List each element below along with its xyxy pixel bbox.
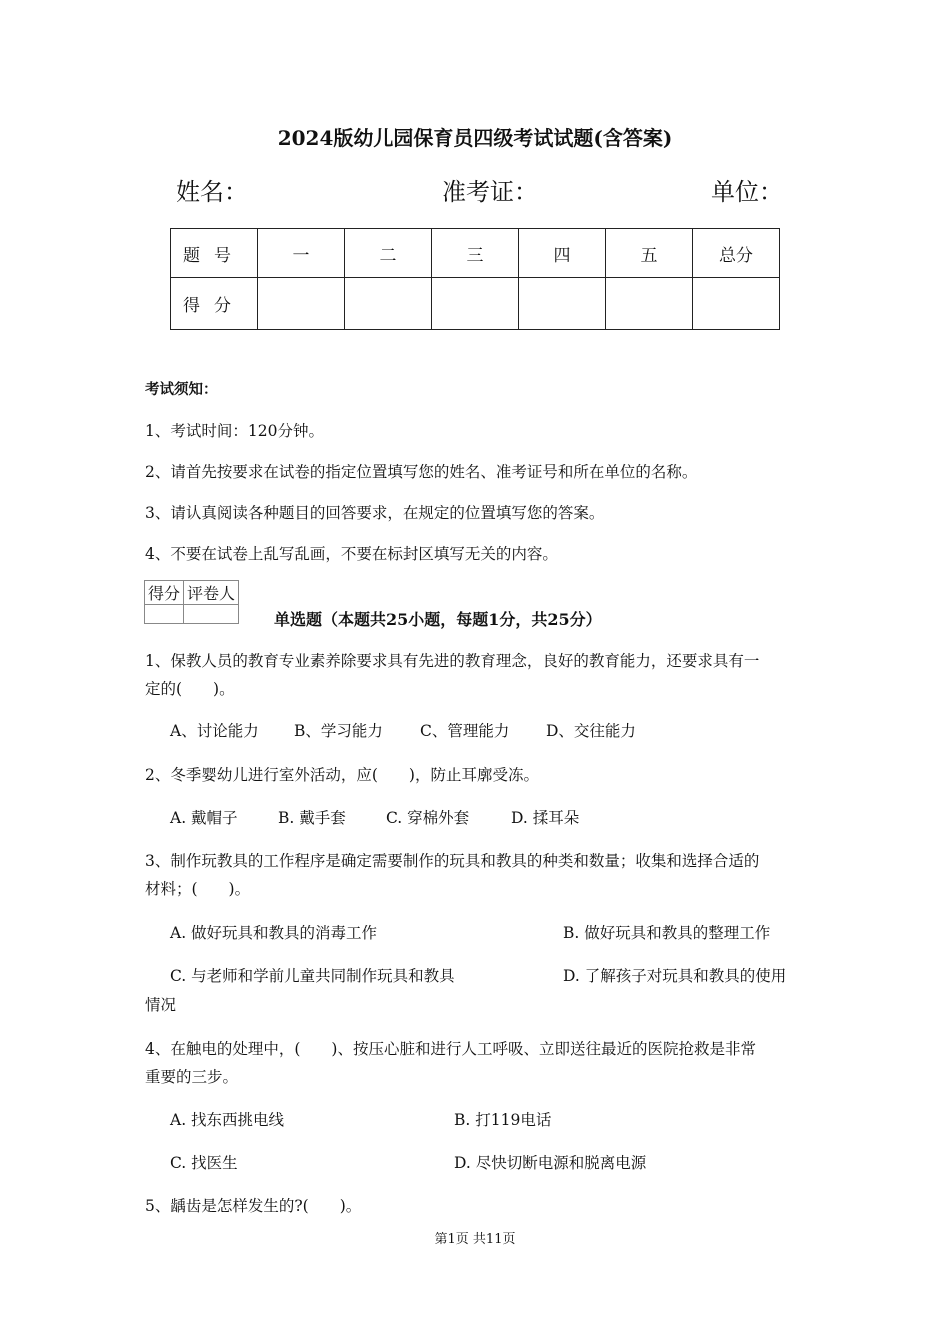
- score-cell: [258, 278, 345, 330]
- grader-box: [144, 580, 239, 624]
- score-table-header-row: [171, 229, 780, 278]
- question-2-option-b: B. 戴手套: [278, 809, 346, 827]
- score-cell: [432, 278, 519, 330]
- question-1-option-a: A、讨论能力: [170, 722, 259, 740]
- unit-field-label: 单位：: [711, 178, 783, 206]
- question-3-option-d-wrap: 情况: [145, 996, 177, 1014]
- column-2-header: 二: [345, 229, 432, 278]
- notice-item: 4、不要在试卷上乱写乱画，不要在标封区填写无关的内容。: [145, 545, 558, 563]
- question-3-option-d: D. 了解孩子对玩具和教具的使用: [563, 967, 787, 985]
- column-5-header: 五: [606, 229, 693, 278]
- exam-id-field-label: 准考证：: [442, 178, 538, 206]
- score-cell: [519, 278, 606, 330]
- question-2-option-d: D. 揉耳朵: [511, 809, 580, 827]
- question-4-line-1: 4、在触电的处理中，( )、按压心脏和进行人工呼吸、立即送往最近的医院抢救是非常: [145, 1040, 756, 1058]
- question-3-line-2: 材料；( )。: [145, 880, 251, 898]
- question-4-option-d: D. 尽快切断电源和脱离电源: [454, 1154, 647, 1172]
- column-3-header: 三: [432, 229, 519, 278]
- grader-name-cell: [184, 605, 239, 624]
- question-2-option-a: A. 戴帽子: [170, 809, 238, 827]
- notice-item: 2、请首先按要求在试卷的指定位置填写您的姓名、准考证号和所在单位的名称。: [145, 463, 698, 481]
- total-header: 总分: [693, 229, 780, 278]
- question-2-line-1: 2、冬季婴幼儿进行室外活动，应( )，防止耳廓受冻。: [145, 766, 539, 784]
- score-row-label: 得分: [171, 278, 258, 330]
- question-3-line-1: 3、制作玩教具的工作程序是确定需要制作的玩具和教具的种类和数量；收集和选择合适的: [145, 852, 760, 870]
- notice-item: 3、请认真阅读各种题目的回答要求，在规定的位置填写您的答案。: [145, 504, 605, 522]
- grader-name-label: 评卷人: [184, 581, 239, 605]
- question-4-option-c: C. 找医生: [170, 1154, 238, 1172]
- question-1-line-2: 定的( )。: [145, 680, 235, 698]
- document-title: 2024版幼儿园保育员四级考试试题(含答案): [277, 126, 673, 150]
- question-number-header: 题号: [171, 229, 258, 278]
- question-3-option-b: B. 做好玩具和教具的整理工作: [563, 924, 771, 942]
- score-table-score-row: [171, 278, 780, 330]
- question-3-option-c: C. 与老师和学前儿童共同制作玩具和教具: [170, 967, 455, 985]
- question-1-option-d: D、交往能力: [546, 722, 636, 740]
- grader-score-cell: [145, 605, 184, 624]
- grader-score-label: 得分: [145, 581, 184, 605]
- question-4-option-a: A. 找东西挑电线: [170, 1111, 285, 1129]
- score-cell: [345, 278, 432, 330]
- score-table: [170, 228, 780, 330]
- question-2-option-c: C. 穿棉外套: [386, 809, 470, 827]
- score-cell: [693, 278, 780, 330]
- score-cell: [606, 278, 693, 330]
- notice-heading: 考试须知：: [145, 381, 218, 398]
- question-1-option-c: C、管理能力: [420, 722, 510, 740]
- question-1-option-b: B、学习能力: [294, 722, 383, 740]
- notice-item: 1、考试时间：120分钟。: [145, 422, 324, 440]
- question-1-line-1: 1、保教人员的教育专业素养除要求具有先进的教育理念，良好的教育能力，还要求具有一: [145, 652, 760, 670]
- column-4-header: 四: [519, 229, 606, 278]
- column-1-header: 一: [258, 229, 345, 278]
- question-3-option-a: A. 做好玩具和教具的消毒工作: [170, 924, 378, 942]
- section-title: 单选题（本题共25小题，每题1分，共25分）: [274, 610, 602, 629]
- question-4-option-b: B. 打119电话: [454, 1111, 552, 1129]
- page-footer: 第1页 共11页: [434, 1232, 516, 1247]
- question-5-line-1: 5、龋齿是怎样发生的?( )。: [145, 1197, 362, 1215]
- name-field-label: 姓名：: [176, 178, 248, 206]
- question-4-line-2: 重要的三步。: [145, 1068, 239, 1086]
